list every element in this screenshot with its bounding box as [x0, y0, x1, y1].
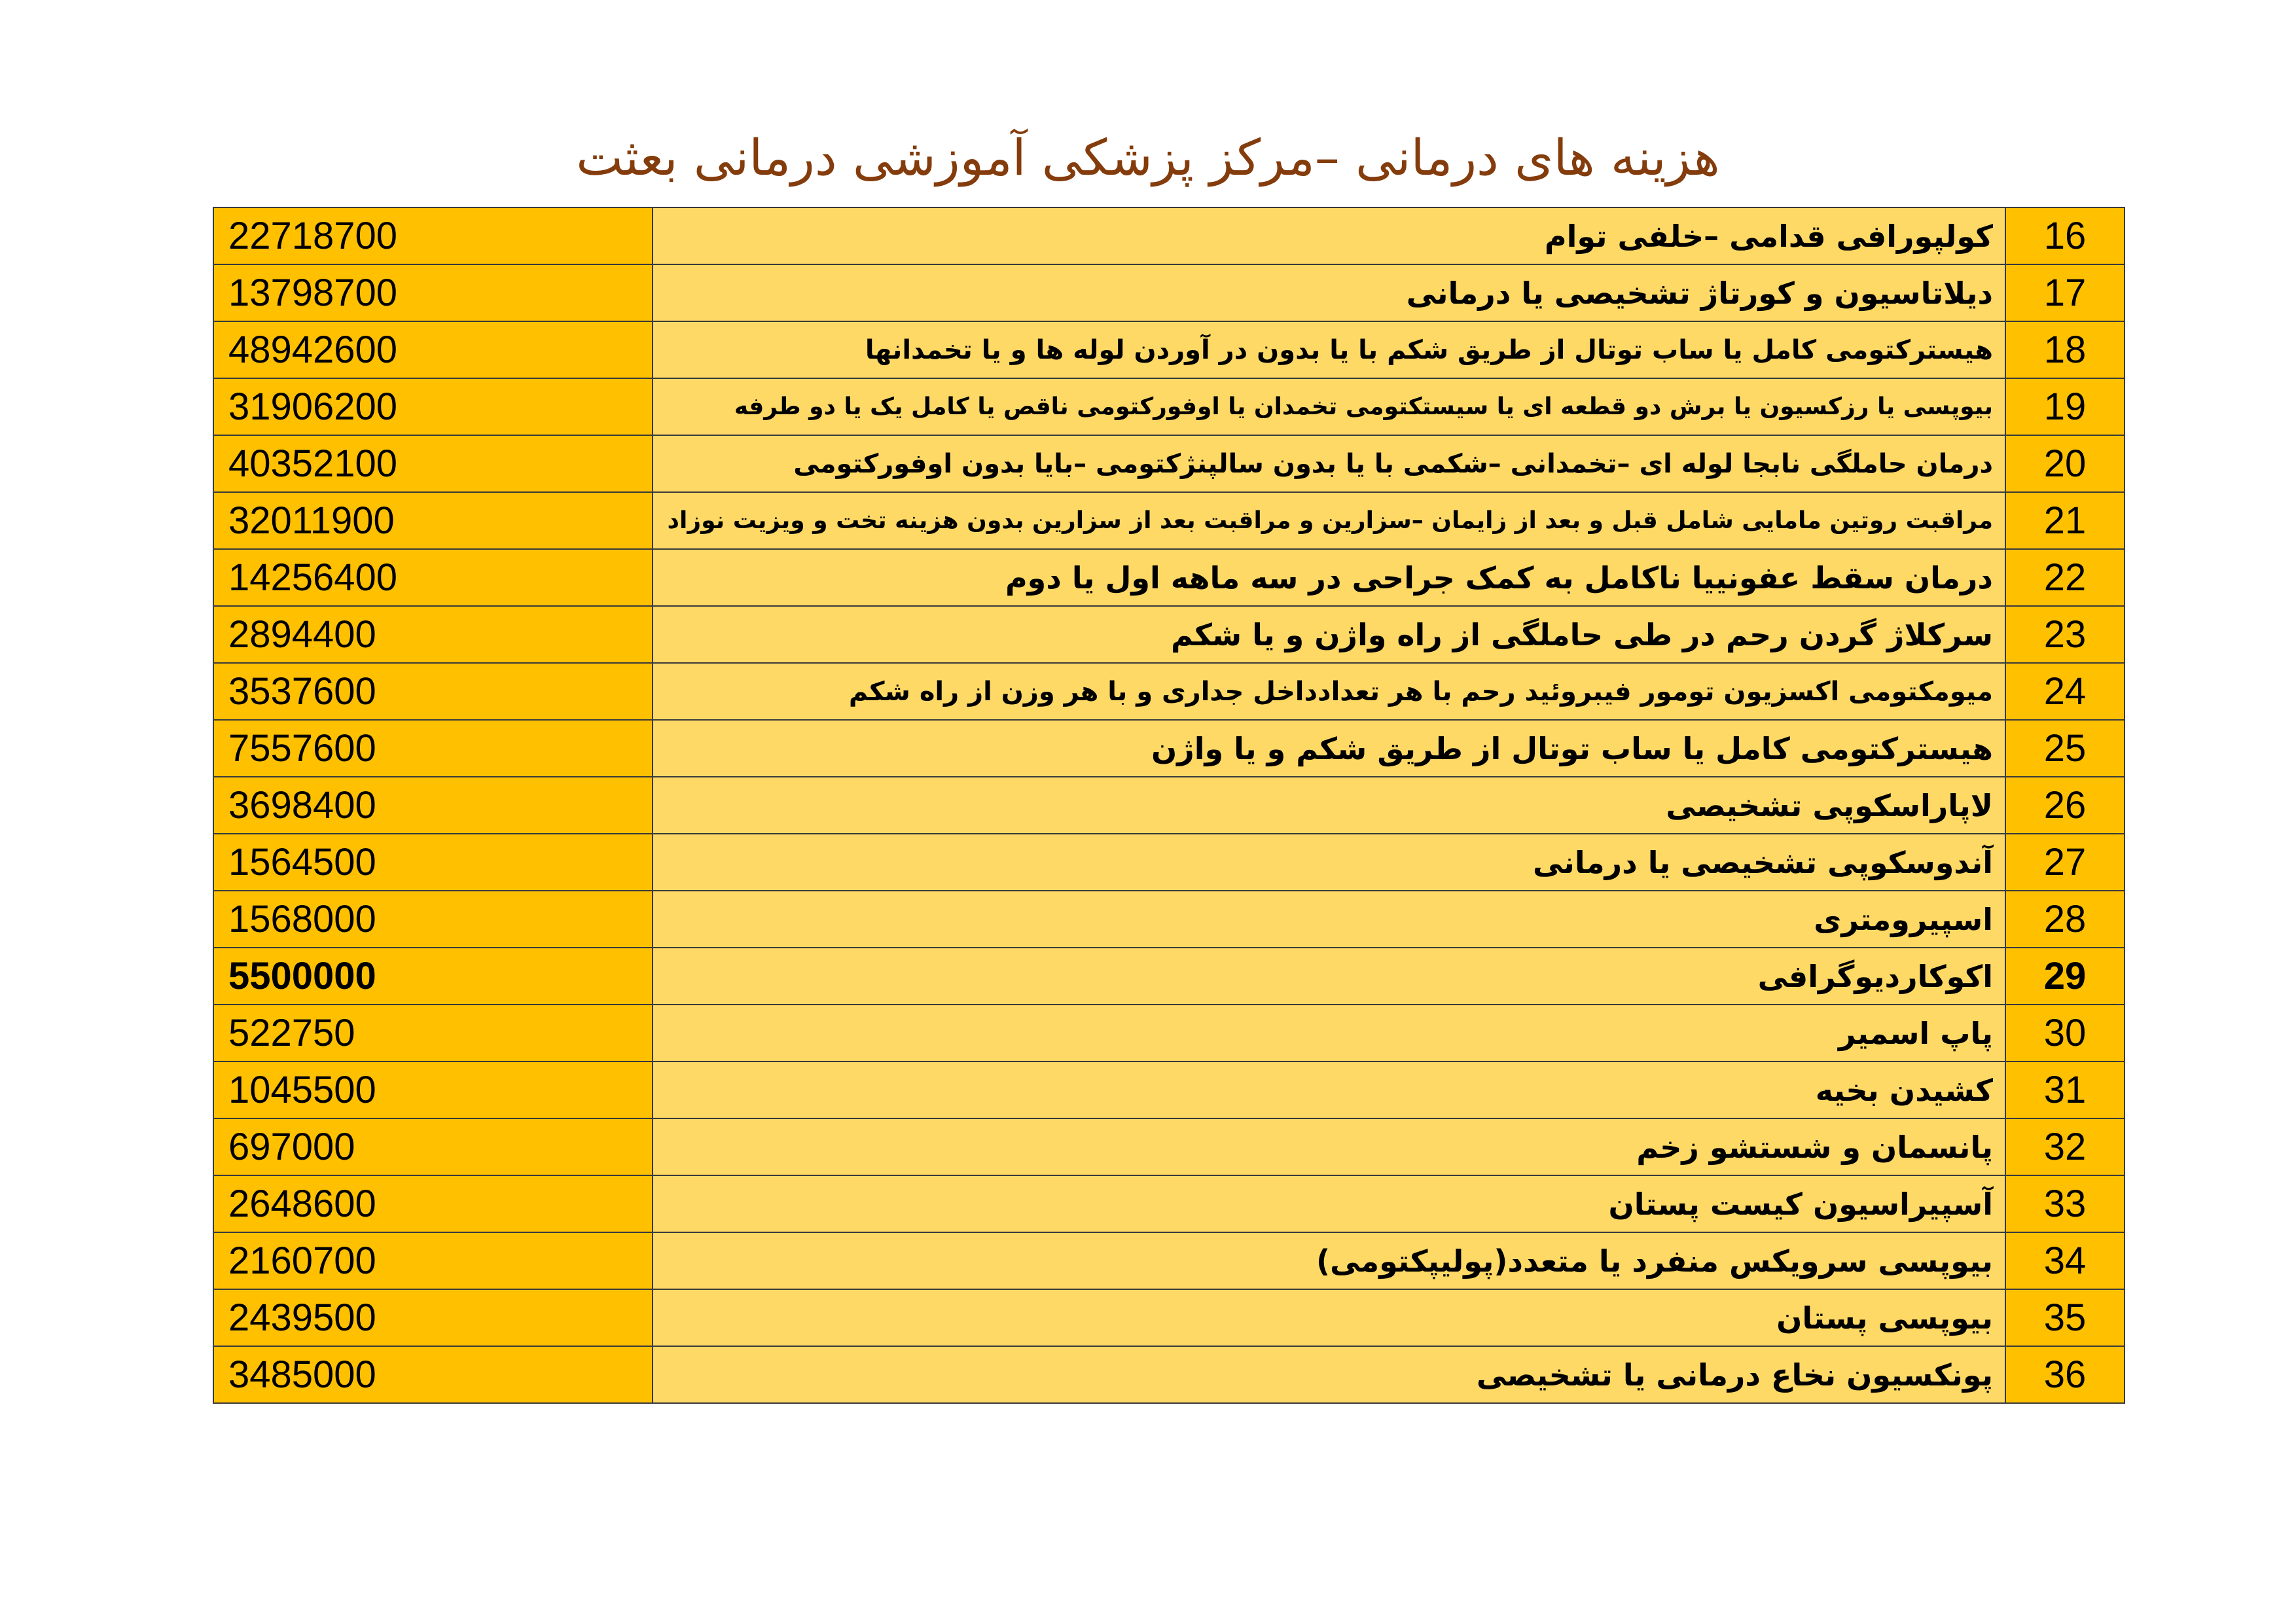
service-description: درمان سقط عفونییا ناکامل به کمک جراحی در سه ماهه اول یا دوم: [653, 549, 2005, 606]
table-row: [213, 549, 2125, 606]
service-description: بیوپسی یا رزکسیون یا برش دو قطعه ای یا سیستکتومی تخمدان یا اوفورکتومی ناقص یا کامل یک یا دو طرفه: [653, 378, 2005, 435]
service-description: هیسترکتومی کامل یا ساب توتال از طریق شکم و یا واژن: [653, 720, 2005, 777]
row-number: 36: [2005, 1346, 2125, 1403]
row-number: 33: [2005, 1175, 2125, 1232]
price-cell: 522750: [213, 1005, 653, 1061]
price-cell: 32011900: [213, 492, 653, 549]
service-description: آندوسکوپی تشخیصی یا درمانی: [653, 834, 2005, 891]
service-description: کشیدن بخیه: [653, 1061, 2005, 1118]
page-title: هزینه های درمانی –مرکز پزشکی آموزشی درمانی بعثت: [576, 128, 1720, 187]
row-number: 34: [2005, 1232, 2125, 1289]
row-number: 17: [2005, 264, 2125, 321]
service-description: اسپیرومتری: [653, 891, 2005, 948]
table-row: [213, 1175, 2125, 1232]
service-description: پونکسیون نخاع درمانی یا تشخیصی: [653, 1346, 2005, 1403]
price-cell: 14256400: [213, 549, 653, 606]
table-row: [213, 264, 2125, 321]
row-number: 26: [2005, 777, 2125, 834]
price-cell: 1045500: [213, 1061, 653, 1118]
row-number: 20: [2005, 435, 2125, 492]
service-description: درمان حاملگی نابجا لوله ای –تخمدانی –شکمی با یا بدون سالپنژکتومی –بایا بدون اوفورکتومی: [653, 435, 2005, 492]
price-cell: 31906200: [213, 378, 653, 435]
table-row: [213, 1232, 2125, 1289]
row-number: 27: [2005, 834, 2125, 891]
table-row: [213, 1289, 2125, 1346]
price-cell: 7557600: [213, 720, 653, 777]
service-description: مراقبت روتین مامایی شامل قبل و بعد از زایمان –سزارین و مراقبت بعد از سزارین بدون هزینه تخت و ویزیت نوزاد: [653, 492, 2005, 549]
table-row: [213, 891, 2125, 948]
service-description: پانسمان و شستشو زخم: [653, 1118, 2005, 1175]
price-cell: 13798700: [213, 264, 653, 321]
row-number: 18: [2005, 321, 2125, 378]
price-cell: 2160700: [213, 1232, 653, 1289]
service-description: اکوکاردیوگرافی: [653, 948, 2005, 1005]
price-cell: 2894400: [213, 606, 653, 663]
table-row: [213, 720, 2125, 777]
row-number: 21: [2005, 492, 2125, 549]
row-number: 19: [2005, 378, 2125, 435]
row-number: 22: [2005, 549, 2125, 606]
service-description: پاپ اسمیر: [653, 1005, 2005, 1061]
row-number: 35: [2005, 1289, 2125, 1346]
price-cell: 5500000: [213, 948, 653, 1005]
table-row: [213, 1346, 2125, 1403]
table-row: [213, 663, 2125, 720]
row-number: 28: [2005, 891, 2125, 948]
table-row: [213, 834, 2125, 891]
service-description: دیلاتاسیون و کورتاژ تشخیصی یا درمانی: [653, 264, 2005, 321]
table-row: [213, 435, 2125, 492]
table-row: [213, 1118, 2125, 1175]
table-row: [213, 1061, 2125, 1118]
price-cell: 697000: [213, 1118, 653, 1175]
row-number: 29: [2005, 948, 2125, 1005]
price-cell: 1568000: [213, 891, 653, 948]
price-cell: 22718700: [213, 207, 653, 264]
row-number: 30: [2005, 1005, 2125, 1061]
table-row: [213, 378, 2125, 435]
table-row: [213, 1005, 2125, 1061]
service-description: هیسترکتومی کامل یا ساب توتال از طریق شکم با یا بدون در آوردن لوله ها و یا تخمدانها: [653, 321, 2005, 378]
row-number: 24: [2005, 663, 2125, 720]
row-number: 23: [2005, 606, 2125, 663]
service-description: سرکلاژ گردن رحم در طی حاملگی از راه واژن و یا شکم: [653, 606, 2005, 663]
table-row: [213, 777, 2125, 834]
price-table: [213, 207, 2125, 1404]
price-cell: 1564500: [213, 834, 653, 891]
table-row: [213, 606, 2125, 663]
row-number: 25: [2005, 720, 2125, 777]
row-number: 31: [2005, 1061, 2125, 1118]
price-cell: 2439500: [213, 1289, 653, 1346]
table-row: [213, 321, 2125, 378]
service-description: لاپاراسکوپی تشخیصی: [653, 777, 2005, 834]
service-description: میومکتومی اکسزیون تومور فیبروئید رحم با هر تعدادداخل جداری و با هر وزن از راه شکم: [653, 663, 2005, 720]
row-number: 32: [2005, 1118, 2125, 1175]
service-description: بیوپسی سرویکس منفرد یا متعدد(پولیپکتومی): [653, 1232, 2005, 1289]
row-number: 16: [2005, 207, 2125, 264]
table-row: [213, 207, 2125, 264]
table-row: [213, 948, 2125, 1005]
table-row: [213, 492, 2125, 549]
price-cell: 48942600: [213, 321, 653, 378]
price-cell: 3485000: [213, 1346, 653, 1403]
service-description: کولپورافی قدامی –خلفی توام: [653, 207, 2005, 264]
price-cell: 40352100: [213, 435, 653, 492]
price-cell: 2648600: [213, 1175, 653, 1232]
service-description: بیوپسی پستان: [653, 1289, 2005, 1346]
price-cell: 3537600: [213, 663, 653, 720]
service-description: آسپیراسیون کیست پستان: [653, 1175, 2005, 1232]
price-cell: 3698400: [213, 777, 653, 834]
